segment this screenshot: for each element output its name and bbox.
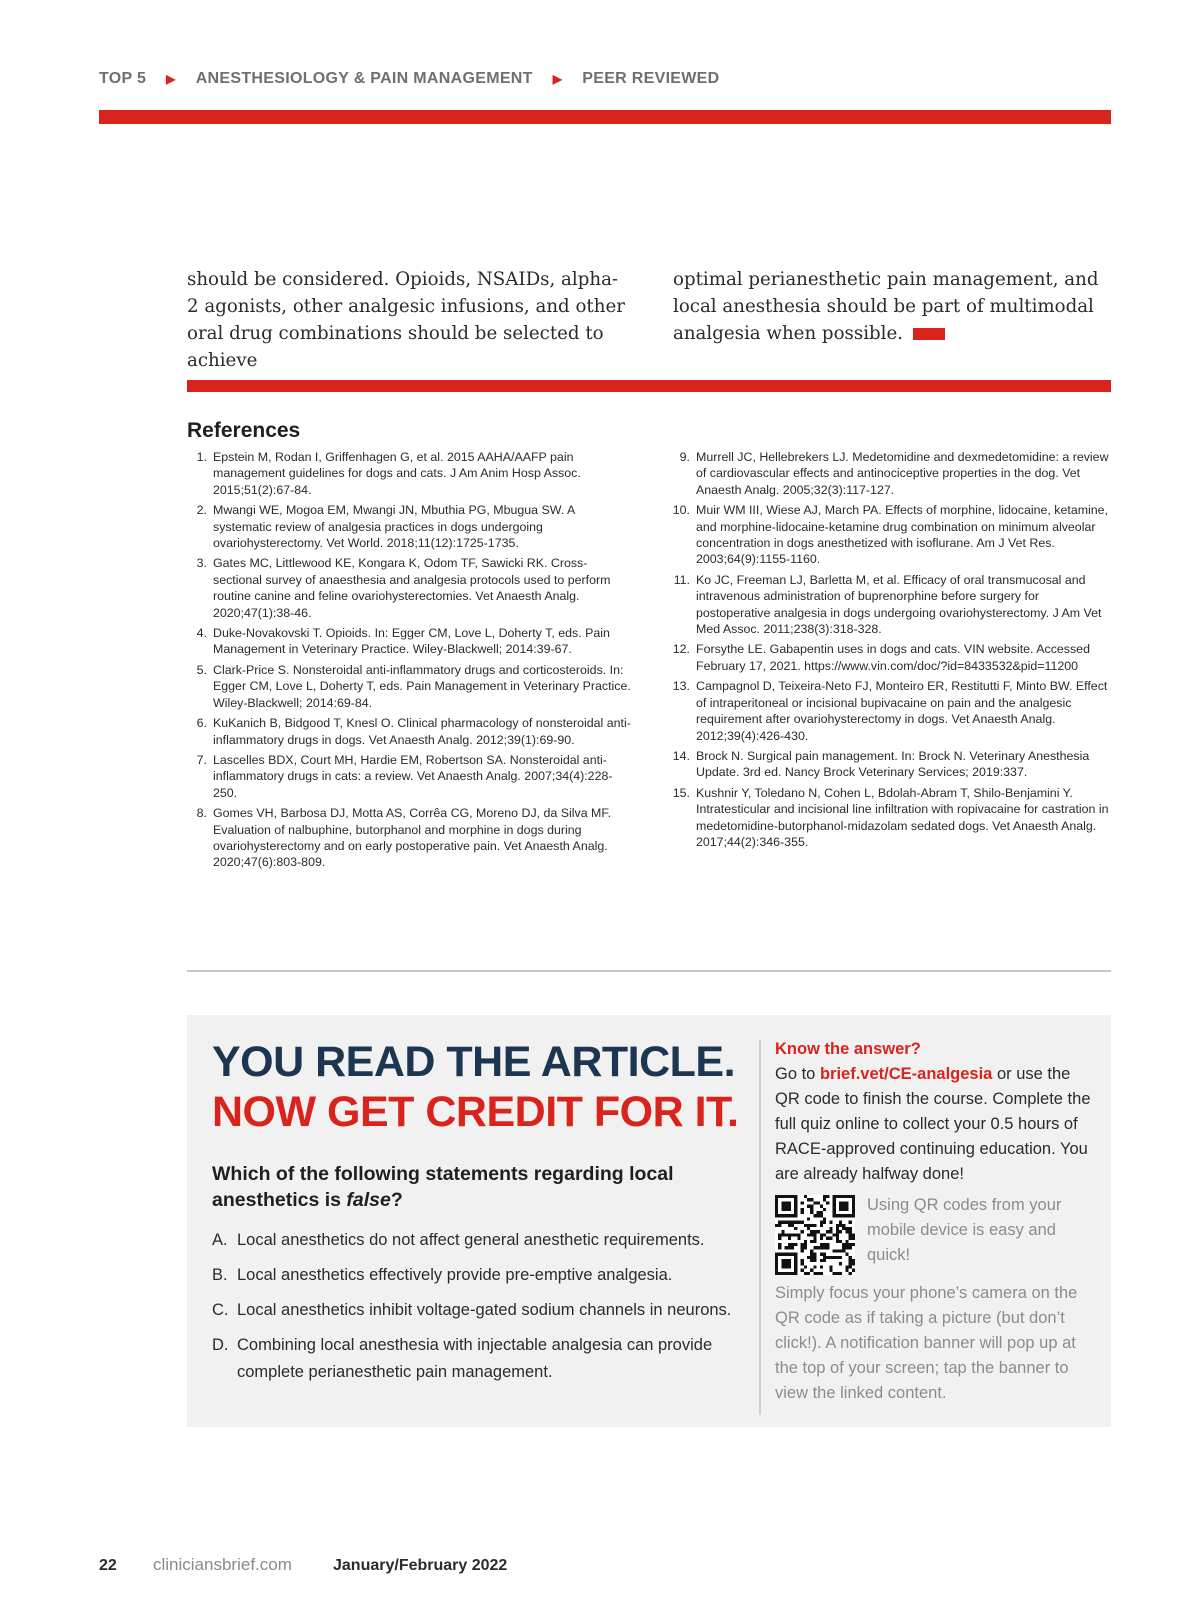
article-closing-text bbox=[187, 266, 1111, 374]
reference-text: KuKanich B, Bidgood T, Knesl O. Clinical pharmacology of nonsteroidal anti-inflammatory drugs in dogs. Vet Anaesth Analg. 2012;39(1):69-90. bbox=[213, 716, 631, 747]
reference-item bbox=[670, 502, 1115, 568]
reference-item bbox=[187, 502, 632, 551]
closing-paragraph-right-text: optimal perianesthetic pain management, and local anesthesia should be part of multimodal analgesia when possible. bbox=[673, 269, 1099, 344]
reference-text: Clark-Price S. Nonsteroidal anti-inflammatory drugs and corticosteroids. In: Egger CM, Love L, Doherty T, eds. Pain Management in Veterinary Practice. Wiley-Blackwell; 2014:69-84. bbox=[213, 662, 631, 710]
reference-item bbox=[670, 572, 1115, 638]
reference-text: Lascelles BDX, Court MH, Hardie EM, Robertson SA. Nonsteroidal anti-inflammatory drugs in cats: a review. Vet Anaesth Analg. 2007;34(4):228-250. bbox=[213, 752, 613, 800]
goto-prefix: Go to bbox=[775, 1065, 820, 1083]
reference-text: Kushnir Y, Toledano N, Cohen L, Bdolah-Abram T, Shilo-Benjamini Y. Intratesticular and incisional line infiltration with ropivacaine for castration in medetomidine-butorphanol-midazolam sedated dogs. Vet Anaesth Analg. 2017;44(2):346-355. bbox=[696, 785, 1109, 849]
reference-item bbox=[187, 625, 632, 658]
reference-number: 2. bbox=[196, 503, 207, 518]
reference-number: 7. bbox=[196, 752, 207, 767]
reference-text: Murrell JC, Hellebrekers LJ. Medetomidine and dexmedetomidine: a review of cardiovascular effects and antinociceptive properties in the dog. Vet Anaesth Analg. 2005;32(3):117-127. bbox=[696, 450, 1109, 497]
reference-number: 10. bbox=[672, 503, 690, 518]
reference-number: 13. bbox=[672, 679, 690, 694]
answer-letter: B. bbox=[212, 1266, 228, 1284]
reference-number: 8. bbox=[196, 806, 207, 821]
reference-text: Gomes VH, Barbosa DJ, Motta AS, Corrêa CG, Moreno DJ, da Silva MF. Evaluation of nalbuphine, butorphanol and morphine in dogs during ovariohysterectomy and on early postoperative pain. Vet Anaesth Analg. 2020;47(6):803-809. bbox=[213, 806, 612, 870]
quiz-question-emphasis: false bbox=[346, 1189, 391, 1211]
reference-item bbox=[187, 555, 632, 621]
reference-item bbox=[670, 785, 1115, 851]
header-crumb-top5: TOP 5 bbox=[99, 70, 147, 87]
reference-number: 15. bbox=[672, 785, 690, 800]
quiz-question bbox=[212, 1161, 752, 1213]
reference-text: Muir WM III, Wiese AJ, March PA. Effects of morphine, lidocaine, ketamine, and morphine-lidocaine-ketamine drug combination on minimum alveolar concentration in dogs anesthetized with isoflurane. Am J Vet Res. 2003;64(9):1155-1160. bbox=[696, 503, 1109, 567]
quiz-answer-option bbox=[212, 1332, 752, 1386]
ce-credit-panel bbox=[187, 1015, 1111, 1427]
footer-issue-date: January/February 2022 bbox=[333, 1557, 508, 1574]
triangle-right-icon: ▶ bbox=[552, 72, 563, 86]
ce-course-link[interactable]: brief.vet/CE-analgesia bbox=[819, 1065, 993, 1083]
qr-instructions: Simply focus your phone’s camera on the QR code as if taking a picture (but don’t click!). A notification banner will pop up at the top of your screen; tap the banner to view the linked content. bbox=[775, 1284, 1078, 1402]
reference-item bbox=[187, 449, 632, 498]
goto-suffix: or use the QR code to finish the course. Complete the full quiz online to collect your 0.5 hours of RACE-approved continuing education. You are already halfway done! bbox=[775, 1065, 1091, 1183]
quiz-question-mark: ? bbox=[390, 1189, 403, 1211]
answer-text: Local anesthetics inhibit voltage-gated sodium channels in neurons. bbox=[237, 1301, 732, 1319]
ce-headline bbox=[212, 1037, 752, 1137]
qr-code-icon[interactable] bbox=[775, 1195, 855, 1275]
know-answer-heading: Know the answer? bbox=[775, 1040, 921, 1058]
header-crumb-peer-reviewed: PEER REVIEWED bbox=[582, 70, 720, 87]
reference-item bbox=[187, 805, 632, 871]
ce-quiz-column bbox=[212, 1037, 752, 1394]
triangle-right-icon: ▶ bbox=[166, 72, 176, 86]
page-footer bbox=[99, 1555, 507, 1575]
page-number: 22 bbox=[99, 1557, 117, 1574]
reference-text: Campagnol D, Teixeira-Neto FJ, Monteiro ER, Restitutti F, Minto BW. Effect of intraperitoneal or incisional bupivacaine on pain and the analgesic requirement after ovariohysterectomy in dogs. Vet Anaesth Analg. 2012;39(4):426-430. bbox=[696, 679, 1108, 743]
reference-number: 12. bbox=[672, 642, 690, 657]
reference-text: Epstein M, Rodan I, Griffenhagen G, et al. 2015 AAHA/AAFP pain management guidelines for dogs and cats. J Am Anim Hosp Assoc. 2015;51(2):67-84. bbox=[213, 450, 581, 497]
reference-number: 4. bbox=[196, 626, 207, 641]
reference-number: 11. bbox=[673, 572, 690, 587]
reference-text: Mwangi WE, Mogoa EM, Mwangi JN, Mbuthia PG, Mbugua SW. A systematic review of analgesia practices in dogs undergoing ovariohysterectomy. Vet World. 2018;11(12):1725-1735. bbox=[213, 503, 575, 551]
answer-text: Local anesthetics effectively provide pre-emptive analgesia. bbox=[237, 1266, 673, 1284]
references-list-right bbox=[670, 449, 1115, 854]
reference-number: 5. bbox=[196, 662, 207, 677]
answer-text: Combining local anesthesia with injectable analgesia can provide complete perianesthetic pain management. bbox=[237, 1336, 713, 1381]
reference-text: Forsythe LE. Gabapentin uses in dogs and cats. VIN website. Accessed February 17, 2021. https://www.vin.com/doc/?id=8433532&pid=11200 bbox=[696, 642, 1090, 673]
reference-number: 6. bbox=[196, 716, 207, 731]
answer-letter: D. bbox=[212, 1336, 229, 1354]
ce-instructions-column bbox=[775, 1037, 1095, 1406]
quiz-answer-option bbox=[212, 1297, 752, 1324]
quiz-question-text: Which of the following statements regarding local anesthetics is bbox=[212, 1163, 674, 1211]
references-heading: References bbox=[187, 419, 301, 442]
answer-letter: A. bbox=[212, 1231, 228, 1249]
reference-number: 14. bbox=[672, 748, 690, 763]
reference-text: Gates MC, Littlewood KE, Kongara K, Odom TF, Sawicki RK. Cross-sectional survey of anaesthesia and analgesia protocols used to perform routine canine and feline ovariohysterectomies. Vet Anaesth Analg. 2020;47(1):38-46. bbox=[213, 556, 611, 620]
qr-row bbox=[775, 1193, 1095, 1275]
reference-item bbox=[187, 752, 632, 801]
end-of-article-mark bbox=[913, 328, 945, 340]
section-red-rule bbox=[187, 380, 1111, 392]
quiz-answer-list bbox=[212, 1227, 752, 1386]
divider-rule bbox=[187, 970, 1111, 972]
references-list-left bbox=[187, 449, 632, 875]
qr-easy-text: Using QR codes from your mobile device is easy and quick! bbox=[867, 1196, 1062, 1264]
closing-paragraph-left: should be considered. Opioids, NSAIDs, alpha-2 agonists, other analgesic infusions, and other oral drug combinations should be selected to achieve bbox=[187, 269, 625, 371]
reference-number: 3. bbox=[196, 556, 207, 571]
running-header bbox=[99, 70, 1111, 88]
reference-item bbox=[187, 715, 632, 748]
ce-headline-line1: YOU READ THE ARTICLE. bbox=[212, 1038, 736, 1086]
reference-number: 9. bbox=[679, 450, 690, 464]
reference-item bbox=[670, 678, 1115, 744]
reference-item bbox=[187, 662, 632, 711]
quiz-answer-option bbox=[212, 1262, 752, 1289]
answer-letter: C. bbox=[212, 1301, 229, 1319]
answer-text: Local anesthetics do not affect general anesthetic requirements. bbox=[237, 1231, 705, 1249]
header-red-rule bbox=[99, 110, 1111, 124]
panel-divider bbox=[759, 1040, 761, 1415]
quiz-answer-option bbox=[212, 1227, 752, 1254]
reference-text: Brock N. Surgical pain management. In: Brock N. Veterinary Anesthesia Update. 3rd ed. Nancy Brock Veterinary Services; 2019:337. bbox=[696, 748, 1090, 780]
ce-instructions bbox=[775, 1062, 1095, 1187]
ce-headline-line2: NOW GET CREDIT FOR IT. bbox=[212, 1088, 739, 1136]
reference-text: Duke-Novakovski T. Opioids. In: Egger CM, Love L, Doherty T, eds. Pain Management in Veterinary Practice. Wiley-Blackwell; 2014:39-67. bbox=[213, 626, 610, 657]
reference-text: Ko JC, Freeman LJ, Barletta M, et al. Efficacy of oral transmucosal and intravenous administration of buprenorphine before surgery for postoperative analgesia in dogs undergoing ovariohysterectomy. J Am Vet Med Assoc. 2011;238(3):318-328. bbox=[696, 572, 1102, 637]
closing-paragraph-right bbox=[673, 266, 1111, 374]
reference-item bbox=[670, 449, 1115, 498]
reference-item bbox=[670, 748, 1115, 781]
header-crumb-section: ANESTHESIOLOGY & PAIN MANAGEMENT bbox=[195, 70, 533, 87]
footer-site[interactable]: cliniciansbrief.com bbox=[153, 1555, 292, 1574]
reference-item bbox=[670, 641, 1115, 674]
reference-number: 1. bbox=[196, 450, 207, 464]
